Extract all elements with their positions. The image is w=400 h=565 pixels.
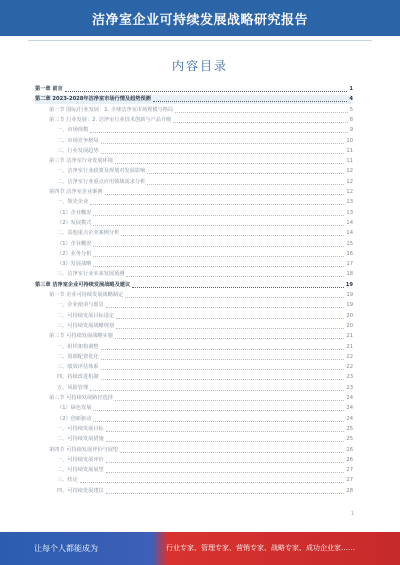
- toc-entry-label: （2）发展模式: [57, 219, 92, 226]
- toc-entry-page: 26: [346, 446, 353, 453]
- toc-entry-label: 第一章 前言: [35, 86, 63, 92]
- header-divider: [28, 40, 372, 41]
- footer-tagline: 行业专家、管理专家、营销专家、战略专家、成功企业家……: [166, 544, 355, 552]
- toc-entry-page: 23: [346, 384, 353, 391]
- toc-entry-label: 三、绩效评估体系: [57, 364, 99, 371]
- toc-leader-dots: [101, 369, 345, 370]
- toc-entry-page: 19: [345, 281, 353, 288]
- toc-entry[interactable]: [35, 219, 353, 228]
- toc-leader-dots: [65, 91, 348, 92]
- toc-entry-label: 一、可持续发展目标: [57, 425, 104, 432]
- toc-leader-dots: [93, 410, 344, 411]
- toc-leader-dots: [132, 287, 344, 288]
- toc-leader-dots: [93, 246, 344, 247]
- toc-leader-dots: [153, 101, 348, 102]
- toc-leader-dots: [93, 215, 344, 216]
- toc-entry-label: 三、行业发展趋势: [57, 147, 99, 154]
- toc-entry-label: 第四节 洁净室企业案例: [49, 189, 103, 195]
- toc-entry-label: 第三节 可持续发展路径选择: [49, 395, 113, 401]
- toc-entry-page: 17: [346, 261, 353, 268]
- toc-leader-dots: [106, 472, 345, 473]
- toc-entry-label: 四、可持续发展建议: [57, 487, 104, 494]
- toc-entry-label: 第一节 国际/行业发展：1. 全球洁净室市场规模与格局: [49, 106, 174, 113]
- toc-entry-label: 一、组织架构调整: [57, 343, 99, 350]
- toc-entry-label: 一、洁净室行业政策及规划对发展影响: [57, 168, 146, 175]
- toc-entry[interactable]: [35, 167, 353, 176]
- toc-entry-label: 第三节 洁净室行业发展环境: [49, 158, 113, 165]
- toc-leader-dots: [90, 132, 348, 133]
- toc-entry-label: （2）业务分析: [57, 250, 92, 257]
- toc-entry[interactable]: [35, 250, 353, 259]
- toc-entry-page: 28: [346, 487, 353, 494]
- toc-entry-page: 27: [346, 477, 353, 484]
- toc-entry-label: 一、可持续发展评价: [57, 456, 104, 463]
- toc-entry-label: 三、洁净室行业未来发展预测: [57, 271, 125, 278]
- toc-entry-page: 16: [346, 250, 353, 257]
- toc-entry-page: 10: [346, 137, 353, 144]
- toc-entry[interactable]: [35, 85, 353, 94]
- page-number: 1: [350, 511, 354, 517]
- toc-entry[interactable]: [35, 343, 353, 352]
- toc-entry[interactable]: [35, 209, 353, 218]
- toc-entry[interactable]: [35, 281, 353, 290]
- toc-leader-dots: [101, 379, 345, 380]
- toc-entry[interactable]: [35, 415, 353, 424]
- toc-entry-label: （2）创新驱动: [57, 415, 92, 422]
- toc-entry-page: 24: [346, 395, 353, 401]
- toc-leader-dots: [115, 163, 344, 164]
- toc-entry-label: 三、结论: [57, 477, 78, 484]
- toc-leader-dots: [80, 482, 345, 483]
- toc-entry-label: （1）企业概况: [57, 240, 92, 247]
- toc-entry-label: 一、领先企业: [57, 199, 89, 206]
- toc-entry[interactable]: [35, 373, 353, 382]
- toc-entry-page: 11: [346, 147, 353, 154]
- toc-entry-page: 24: [346, 405, 353, 412]
- toc-entry-page: 18: [346, 271, 353, 278]
- toc-leader-dots: [175, 112, 348, 113]
- toc-entry[interactable]: [35, 435, 353, 444]
- toc-leader-dots: [173, 122, 347, 123]
- toc-entry-page: 13: [346, 209, 353, 216]
- toc-entry[interactable]: [35, 456, 353, 465]
- toc-entry-label: 第一节 企业可持续发展战略制定: [49, 292, 124, 298]
- toc-entry[interactable]: [35, 116, 353, 125]
- top-banner: [0, 0, 400, 36]
- toc-leader-dots: [101, 143, 345, 144]
- toc-entry[interactable]: [35, 229, 353, 238]
- toc-entry-label: 二、可持续发展目标设定: [57, 312, 115, 319]
- report-title: 洁净室企业可持续发展战略研究报告: [91, 13, 308, 28]
- toc-entry-page: 21: [346, 343, 353, 350]
- toc-entry-page: 20: [346, 312, 353, 319]
- toc-entry-page: 12: [346, 189, 353, 195]
- toc-leader-dots: [106, 493, 345, 494]
- toc-entry[interactable]: [35, 301, 353, 310]
- toc-entry-label: 二、资源配置优化: [57, 353, 99, 360]
- toc-entry[interactable]: [35, 137, 353, 146]
- toc-entry-page: 26: [346, 456, 353, 463]
- toc-leader-dots: [93, 421, 344, 422]
- toc-entry-page: 12: [346, 178, 353, 185]
- footer-banner: [0, 532, 400, 565]
- toc-entry-page: 1: [349, 86, 353, 92]
- toc-leader-dots: [115, 338, 344, 339]
- toc-entry[interactable]: [35, 95, 353, 104]
- toc-entry-page: 27: [346, 467, 353, 474]
- toc-entry[interactable]: [35, 363, 353, 372]
- toc-leader-dots: [90, 390, 344, 391]
- toc-leader-dots: [101, 349, 345, 350]
- toc-entry-label: 二、其他重点企业案例分析: [57, 230, 120, 237]
- table-of-contents: [35, 85, 353, 505]
- toc-leader-dots: [93, 225, 344, 226]
- toc-entry-page: 20: [346, 322, 353, 329]
- toc-entry-page: 19: [346, 302, 353, 309]
- toc-entry[interactable]: [35, 404, 353, 413]
- toc-entry-page: 24: [346, 415, 353, 422]
- toc-entry-label: （1）企业概况: [57, 209, 92, 216]
- toc-entry[interactable]: [35, 291, 353, 300]
- toc-entry-label: 二、可持续发展展望: [57, 467, 104, 474]
- toc-entry-label: 五、风险管理: [57, 384, 89, 391]
- toc-entry[interactable]: [35, 322, 353, 331]
- toc-leader-dots: [93, 256, 344, 257]
- footer-slogan: 让每个人都能成为: [34, 544, 98, 553]
- toc-leader-dots: [93, 266, 344, 267]
- toc-entry-label: 三、可持续发展战略规划: [57, 322, 115, 329]
- toc-entry-page: 25: [346, 436, 353, 443]
- toc-leader-dots: [120, 452, 344, 453]
- toc-leader-dots: [147, 173, 344, 174]
- toc-entry-page: 22: [346, 364, 353, 371]
- toc-leader-dots: [125, 297, 344, 298]
- toc-leader-dots: [105, 194, 345, 195]
- toc-entry-page: 15: [346, 240, 353, 247]
- toc-entry[interactable]: [35, 188, 353, 197]
- toc-leader-dots: [126, 276, 344, 277]
- toc-entry-label: 第四节 可持续发展评价与展望: [49, 446, 119, 453]
- toc-entry[interactable]: [35, 126, 353, 135]
- toc-entry[interactable]: [35, 384, 353, 393]
- toc-entry[interactable]: [35, 487, 353, 496]
- toc-leader-dots: [115, 400, 344, 401]
- toc-leader-dots: [90, 204, 344, 205]
- toc-entry-page: 8: [349, 116, 353, 123]
- toc-entry[interactable]: [35, 240, 353, 249]
- toc-entry-page: 13: [346, 199, 353, 206]
- toc-entry-label: 二、洁净室行业重点应用领域需求分析: [57, 178, 146, 185]
- toc-entry[interactable]: [35, 147, 353, 156]
- toc-entry-page: 25: [346, 425, 353, 432]
- toc-heading: 内容目录: [171, 59, 228, 73]
- toc-entry-page: 14: [346, 230, 353, 237]
- toc-entry[interactable]: [35, 178, 353, 187]
- toc-leader-dots: [106, 462, 345, 463]
- toc-leader-dots: [106, 307, 345, 308]
- toc-leader-dots: [101, 153, 345, 154]
- toc-entry-page: 19: [346, 292, 353, 298]
- toc-entry-page: 11: [346, 158, 353, 165]
- toc-entry[interactable]: [35, 332, 353, 341]
- toc-entry-label: （3）发展战略: [57, 261, 92, 268]
- toc-entry-label: 第二章 2023-2028年洁净室市场行情及趋势预测: [35, 96, 151, 103]
- toc-entry[interactable]: [35, 353, 353, 362]
- toc-entry[interactable]: [35, 466, 353, 475]
- toc-leader-dots: [101, 359, 345, 360]
- toc-leader-dots: [121, 235, 344, 236]
- toc-entry-label: 一、市场规模: [57, 127, 89, 134]
- toc-entry-page: 14: [346, 219, 353, 226]
- toc-leader-dots: [147, 184, 344, 185]
- toc-entry-label: 二、市场竞争格局: [57, 137, 99, 144]
- toc-leader-dots: [116, 328, 344, 329]
- toc-entry[interactable]: [35, 394, 353, 403]
- toc-entry[interactable]: [35, 157, 353, 166]
- toc-entry-page: 4: [349, 96, 353, 103]
- toc-entry-page: 5: [349, 106, 353, 113]
- toc-entry-page: 22: [346, 353, 353, 360]
- toc-entry-page: 21: [346, 333, 353, 340]
- toc-entry-label: （1）绿色发展: [57, 405, 92, 412]
- toc-entry[interactable]: [35, 446, 353, 455]
- toc-entry[interactable]: [35, 312, 353, 321]
- toc-entry[interactable]: [35, 425, 353, 434]
- toc-leader-dots: [116, 318, 344, 319]
- toc-entry[interactable]: [35, 260, 353, 269]
- toc-entry-label: 一、企业使命与愿景: [57, 302, 104, 309]
- toc-entry-label: 二、可持续发展措施: [57, 436, 104, 443]
- toc-entry-label: 四、持续改进机制: [57, 374, 99, 381]
- toc-entry-page: 12: [346, 168, 353, 175]
- toc-leader-dots: [106, 431, 345, 432]
- toc-entry-page: 9: [349, 127, 353, 134]
- toc-entry-label: 第三章 洁净室企业可持续发展战略及建议: [35, 281, 131, 288]
- toc-entry-label: 第二节 可持续发展战略实施: [49, 333, 113, 340]
- toc-leader-dots: [106, 441, 345, 442]
- toc-entry-page: 23: [346, 374, 353, 381]
- toc-entry-label: 第二节 行业发展：2. 洁净室行业技术创新与产品升级: [49, 116, 172, 123]
- toc-entry[interactable]: [35, 270, 353, 279]
- toc-entry[interactable]: [35, 198, 353, 207]
- toc-entry[interactable]: [35, 476, 353, 485]
- toc-entry[interactable]: [35, 106, 353, 115]
